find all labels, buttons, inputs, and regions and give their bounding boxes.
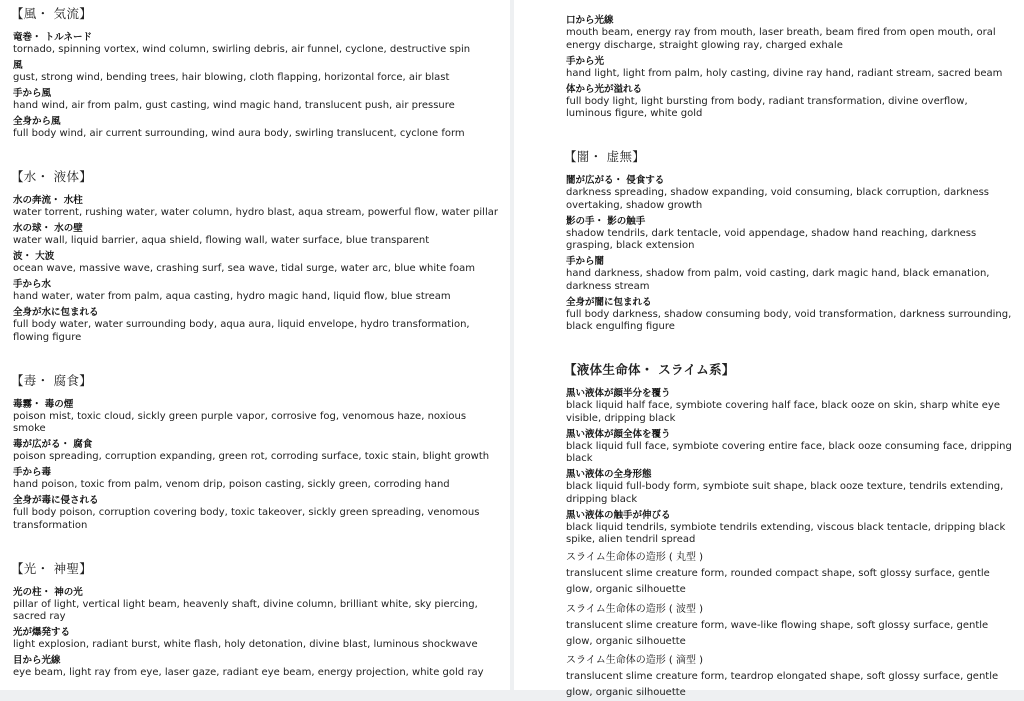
entry — [13, 466, 500, 492]
section-title: 【風・ 気流】 — [11, 6, 93, 21]
entry-text: full body water, water surrounding body, aqua aura, liquid envelope, hydro transformation, flowing figure — [13, 319, 470, 343]
entry-text: black liquid full face, symbiote covering entire face, black ooze consuming face, dripping black — [566, 440, 1012, 464]
entry-title: 風 — [13, 60, 23, 71]
section-darkness — [566, 149, 1014, 334]
entry-text: translucent slime creature form, wave-like flowing shape, soft glossy surface, gentle glow, organic silhouette — [566, 619, 989, 647]
entry-title: 手から毒 — [13, 467, 52, 478]
entry-title: 手から光 — [566, 55, 605, 67]
entry — [13, 626, 500, 652]
entry — [566, 255, 1014, 293]
entry-title: スライム生命体の造形 ( 滴型 ) — [566, 655, 704, 666]
entry-text: full body poison, corruption covering body, toxic takeover, sickly green spreading, venomous transformation — [13, 507, 480, 531]
entry-title: 光の柱・ 神の光 — [13, 586, 83, 598]
entry-title: 波・ 大波 — [13, 251, 55, 262]
entry-text: hand darkness, shadow from palm, void casting, dark magic hand, black emanation, darkness stream — [566, 268, 990, 292]
entry-text: poison mist, toxic cloud, sickly green purple vapor, corrosive fog, venomous haze, noxious smoke — [13, 410, 467, 434]
entry-title: 口から光線 — [566, 15, 614, 26]
entry-text: translucent slime creature form, teardrop elongated shape, soft glossy surface, gentle glow, organic silhouette — [566, 671, 999, 698]
entry — [566, 14, 1014, 52]
entry-text: pillar of light, vertical light beam, heavenly shaft, divine column, brilliant white, sky piercing, sacred ray — [13, 598, 478, 622]
entry — [566, 55, 1014, 81]
entry — [566, 215, 1014, 253]
section-title: 【闇・ 虚無】 — [564, 149, 646, 164]
section-light-continued — [566, 14, 1014, 121]
entry — [13, 222, 500, 248]
entry-text: poison spreading, corruption expanding, green rot, corroding surface, toxic stain, blight growth — [13, 451, 490, 462]
entry-text: full body wind, air current surrounding, wind aura body, swirling translucent, cyclone form — [13, 128, 465, 139]
entry-text: hand wind, air from palm, gust casting, wind magic hand, translucent push, air pressure — [13, 100, 455, 111]
entry — [566, 387, 1014, 425]
section-title: 【液体生命体・ スライム系】 — [564, 362, 735, 377]
entry-title: 体から光が溢れる — [566, 83, 643, 95]
entry-text: black liquid tendrils, symbiote tendrils extending, viscous black tentacle, dripping black spike, alien tendril spread — [566, 521, 1006, 545]
entry-title: 水の奔流・ 水柱 — [13, 195, 83, 206]
entry-text: black liquid full-body form, symbiote suit shape, black ooze texture, tendrils extending, dripping black — [566, 481, 1004, 505]
section-light — [13, 561, 500, 680]
entry — [13, 59, 500, 85]
entry — [566, 468, 1014, 506]
entry — [13, 494, 500, 532]
entry — [566, 509, 1014, 547]
entry-title: 毒が広がる・ 腐食 — [13, 439, 93, 450]
entry — [13, 250, 500, 276]
entry-text: water torrent, rushing water, water column, hydro blast, aqua stream, powerful flow, water pillar — [13, 207, 498, 218]
entry — [13, 586, 500, 624]
entry — [13, 115, 500, 141]
entry-text: full body darkness, shadow consuming body, void transformation, darkness surrounding, black engulfing figure — [566, 308, 1012, 332]
entry-title: 闇が広がる・ 侵食する — [566, 175, 665, 186]
left-page — [0, 0, 510, 690]
entry-title: スライム生命体の造形 ( 波型 ) — [566, 603, 704, 615]
entry — [13, 87, 500, 113]
entry-title: 手から水 — [13, 279, 52, 290]
section-slime — [566, 362, 1014, 701]
entry-title: 全身が毒に侵される — [13, 495, 99, 506]
entry — [13, 654, 500, 680]
entry-title: 手から闇 — [566, 256, 605, 267]
entry-text: mouth beam, energy ray from mouth, laser breath, beam fired from open mouth, oral energy discharge, straight glowing ray, charged exhale — [566, 27, 996, 51]
right-page — [514, 0, 1024, 698]
entry-title: スライム生命体の造形 ( 丸型 ) — [566, 552, 704, 563]
entry — [566, 428, 1014, 466]
entry — [566, 601, 1014, 650]
entry-title: 黒い液体が顔半分を覆う — [566, 388, 671, 399]
entry — [13, 398, 500, 436]
entry-title: 水の球・ 水の壁 — [13, 223, 83, 234]
entry — [566, 83, 1014, 121]
entry-text: shadow tendrils, dark tentacle, void appendage, shadow hand reaching, darkness grasping, black extension — [566, 227, 977, 251]
entry-text: hand water, water from palm, aqua casting, hydro magic hand, liquid flow, blue stream — [13, 291, 451, 302]
entry-title: 全身から風 — [13, 116, 61, 127]
entry — [566, 296, 1014, 334]
entry — [13, 438, 500, 464]
entry-title: 毒霧・ 毒の煙 — [13, 398, 74, 410]
entry-title: 黒い液体の触手が伸びる — [566, 509, 671, 521]
entry-text: translucent slime creature form, rounded compact shape, soft glossy surface, gentle glow, organic silhouette — [566, 568, 990, 595]
entry-text: darkness spreading, shadow expanding, void consuming, black corruption, darkness overtaking, shadow growth — [566, 187, 990, 211]
entry-text: eye beam, light ray from eye, laser gaze, radiant eye beam, energy projection, white gold ray — [13, 667, 484, 678]
entry-text: hand poison, toxic from palm, venom drip, poison casting, sickly green, corroding hand — [13, 479, 450, 490]
section-title: 【光・ 神聖】 — [11, 560, 93, 576]
entry-text: light explosion, radiant burst, white flash, holy detonation, divine blast, luminous shockwave — [13, 639, 478, 650]
section-poison — [13, 373, 500, 533]
section-title: 【水・ 液体】 — [11, 169, 93, 184]
entry-text: full body light, light bursting from body, radiant transformation, divine overflow, luminous figure, white gold — [566, 95, 968, 119]
entry-title: 光が爆発する — [13, 627, 71, 638]
section-wind — [13, 6, 500, 141]
entry — [13, 306, 500, 344]
entry-title: 全身が闇に包まれる — [566, 296, 652, 308]
entry-text: gust, strong wind, bending trees, hair blowing, cloth flapping, horizontal force, air blast — [13, 72, 450, 83]
entry — [566, 549, 1014, 598]
entry — [13, 278, 500, 304]
entry-title: 目から光線 — [13, 655, 61, 666]
section-title: 【毒・ 腐食】 — [11, 372, 93, 388]
entry-text: tornado, spinning vortex, wind column, swirling debris, air funnel, cyclone, destructive spin — [13, 44, 471, 55]
entry-title: 黒い液体が顔全体を覆う — [566, 428, 671, 440]
entry — [566, 652, 1014, 701]
entry-title: 全身が水に包まれる — [13, 307, 99, 318]
entry-title: 竜巻・ トルネード — [13, 32, 93, 43]
entry — [566, 174, 1014, 212]
entry-text: black liquid half face, symbiote covering half face, black ooze on skin, sharp white eye visible, dripping black — [566, 400, 1001, 424]
entry-text: ocean wave, massive wave, crashing surf, sea wave, tidal surge, water arc, blue white foam — [13, 263, 475, 274]
entry-title: 黒い液体の全身形態 — [566, 469, 652, 480]
entry — [13, 31, 500, 57]
section-water — [13, 169, 500, 344]
entry-text: hand light, light from palm, holy casting, divine ray hand, radiant stream, sacred beam — [566, 67, 1003, 79]
entry-title: 手から風 — [13, 88, 52, 99]
entry-text: water wall, liquid barrier, aqua shield, flowing wall, water surface, blue transparent — [13, 235, 430, 246]
entry — [13, 194, 500, 220]
entry-title: 影の手・ 影の触手 — [566, 215, 646, 227]
